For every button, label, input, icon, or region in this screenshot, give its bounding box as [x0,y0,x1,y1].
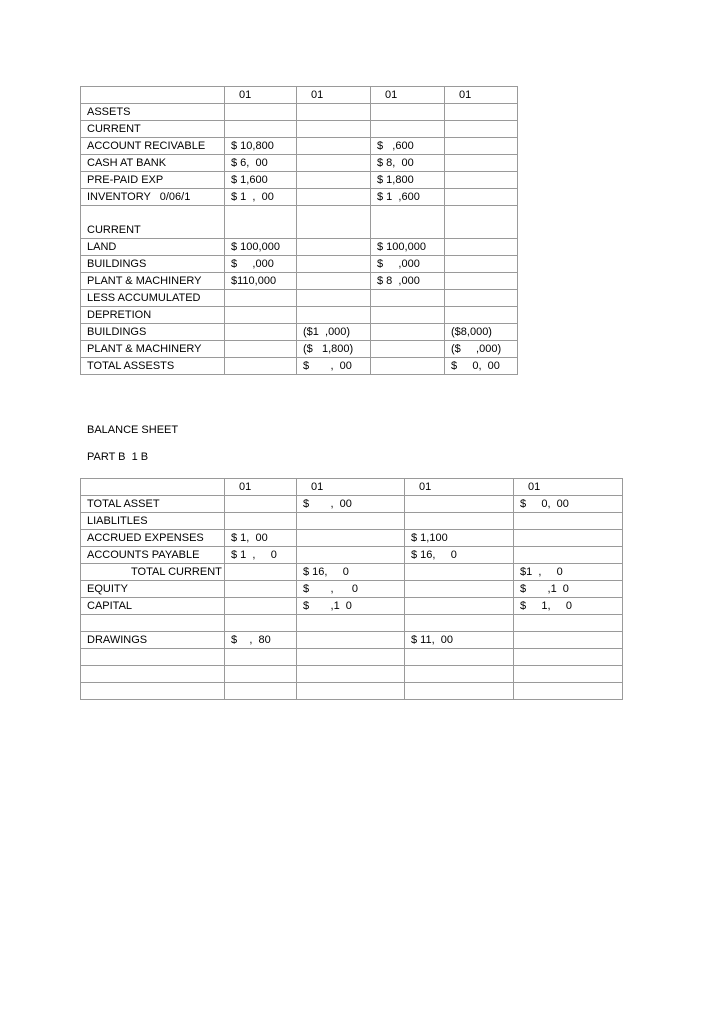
row-label: PRE-PAID EXP [81,172,225,189]
table-cell [445,290,518,307]
table-cell [297,649,405,666]
table-row [81,513,623,530]
table-cell [445,273,518,290]
table-cell: $ 0, 00 [445,358,518,375]
table-cell: $ 1,100 [405,530,514,547]
table-cell: $ 1, 00 [225,530,297,547]
table-row [81,496,623,513]
table-cell: $1 , 0 [514,564,623,581]
table-cell [225,666,297,683]
table-cell: ($8,000) [445,324,518,341]
row-label: EQUITY [81,581,225,598]
table-row [81,564,623,581]
row-label: TOTAL ASSET [81,496,225,513]
row-label: CAPITAL [81,598,225,615]
row-label: BUILDINGS [81,256,225,273]
table-cell [445,172,518,189]
table-cell [225,206,297,239]
table-cell [371,290,445,307]
row-label: PLANT & MACHINERY [81,341,225,358]
table-header-cell: 01 [405,479,514,496]
row-label: DRAWINGS [81,632,225,649]
row-label: ASSETS [81,104,225,121]
table-header-cell: 01 [371,87,445,104]
table-cell [297,138,371,155]
table-row [81,581,623,598]
table-cell [445,256,518,273]
table-cell: $ 1 , 00 [225,189,297,206]
table-cell [405,581,514,598]
table-cell [405,615,514,632]
table-cell [514,547,623,564]
table-cell [445,239,518,256]
table-cell [225,513,297,530]
table-cell [225,104,297,121]
table-cell: $ ,1 0 [297,598,405,615]
table-cell [445,138,518,155]
table-row [81,206,518,239]
balance-table-a [80,86,518,375]
table-cell [371,206,445,239]
table-cell: $ ,000 [371,256,445,273]
table-cell: $ 1,800 [371,172,445,189]
row-label [81,615,225,632]
table-cell: $ 1, 0 [514,598,623,615]
table-row [81,239,518,256]
table-row [81,632,623,649]
table-row [81,358,518,375]
table-header-cell: 01 [297,87,371,104]
row-label: ACCOUNT RECIVABLE [81,138,225,155]
table-cell: ($1 ,000) [297,324,371,341]
table-cell [297,513,405,530]
table-row [81,649,623,666]
table-cell: $ 100,000 [225,239,297,256]
table-header-cell: 01 [297,479,405,496]
table-row [81,104,518,121]
row-label [81,649,225,666]
table-cell [371,104,445,121]
table-cell [445,121,518,138]
table-cell: $ 10,800 [225,138,297,155]
table-cell [445,155,518,172]
table-cell: $ 16, 0 [405,547,514,564]
table-cell [225,649,297,666]
row-label: TOTAL CURRENT [81,564,225,581]
table-cell [297,615,405,632]
table-cell [297,256,371,273]
row-label: TOTAL ASSESTS [81,358,225,375]
table-cell: $ ,000 [225,256,297,273]
table-cell: ($ ,000) [445,341,518,358]
table-cell: $ , 00 [297,358,371,375]
table-header-cell [81,87,225,104]
table-cell [371,307,445,324]
table-cell [297,290,371,307]
balance-table-b [80,478,623,700]
table-cell [297,666,405,683]
table-cell [371,324,445,341]
row-label: LIABLITLES [81,513,225,530]
table-cell: $ 1 , 0 [225,547,297,564]
table-cell [225,290,297,307]
table-cell: $ ,1 0 [514,581,623,598]
table-cell [297,206,371,239]
table-cell [225,341,297,358]
row-label: CURRENT [81,121,225,138]
table-cell [225,324,297,341]
table-header-row [81,87,518,104]
table-row [81,530,623,547]
table-cell: $ , 80 [225,632,297,649]
table-cell [225,683,297,700]
table-cell [297,273,371,290]
table-row [81,341,518,358]
table-cell [514,615,623,632]
row-label: DEPRETION [81,307,225,324]
table-row [81,172,518,189]
table-cell [297,155,371,172]
table-cell [405,649,514,666]
table-cell [445,104,518,121]
table-header-cell [81,479,225,496]
table-cell [297,307,371,324]
table-cell [297,632,405,649]
table-row [81,324,518,341]
table-cell [225,598,297,615]
table-cell [445,307,518,324]
table-header-cell: 01 [225,479,297,496]
table-header-row [81,479,623,496]
table-row [81,189,518,206]
table-cell [514,666,623,683]
row-label: INVENTORY 0/06/1 [81,189,225,206]
table-cell [514,513,623,530]
table-cell: $ 8, 00 [371,155,445,172]
table-cell [225,496,297,513]
table-cell [405,666,514,683]
table-cell [371,341,445,358]
table-cell [297,239,371,256]
table-cell [405,564,514,581]
row-label: BUILDINGS [81,324,225,341]
row-label [81,666,225,683]
table-row [81,615,623,632]
table-cell [405,598,514,615]
table-cell: $ 6, 00 [225,155,297,172]
table-cell [225,307,297,324]
table-cell [514,683,623,700]
table-cell [405,513,514,530]
table-row [81,598,623,615]
table-cell: $ 11, 00 [405,632,514,649]
table-cell [405,683,514,700]
row-label: CURRENT [81,206,225,239]
table-cell [225,615,297,632]
table-cell: $110,000 [225,273,297,290]
row-label: PLANT & MACHINERY [81,273,225,290]
table-cell: ($ 1,800) [297,341,371,358]
table-cell [225,121,297,138]
table-cell [371,358,445,375]
table-cell [297,121,371,138]
table-cell [405,496,514,513]
row-label: LAND [81,239,225,256]
table-cell [514,530,623,547]
table-header-cell: 01 [445,87,518,104]
table-cell [225,358,297,375]
table-row [81,121,518,138]
table-row [81,666,623,683]
table-row [81,155,518,172]
table-cell: $ , 0 [297,581,405,598]
table-row [81,290,518,307]
table-cell [297,104,371,121]
section-subtitle: PART B 1 B [87,451,149,463]
section-title: BALANCE SHEET [87,424,179,436]
table-cell: $ 8 ,000 [371,273,445,290]
row-label [81,683,225,700]
table-cell [297,530,405,547]
table-cell [514,649,623,666]
row-label: CASH AT BANK [81,155,225,172]
table-row [81,138,518,155]
table-row [81,683,623,700]
table-cell [297,547,405,564]
table-row [81,307,518,324]
table-cell [445,189,518,206]
table-header-cell: 01 [514,479,623,496]
table-cell [514,632,623,649]
table-cell [297,189,371,206]
table-row [81,273,518,290]
row-label: ACCOUNTS PAYABLE [81,547,225,564]
row-label: ACCRUED EXPENSES [81,530,225,547]
table-cell: $ 1,600 [225,172,297,189]
table-cell: $ 0, 00 [514,496,623,513]
table-cell: $ 100,000 [371,239,445,256]
table-cell: $ , 00 [297,496,405,513]
table-cell [371,121,445,138]
row-label: LESS ACCUMULATED [81,290,225,307]
table-cell: $ 16, 0 [297,564,405,581]
table-cell [225,564,297,581]
table-cell: $ 1 ,600 [371,189,445,206]
table-row [81,256,518,273]
table-cell [225,581,297,598]
table-cell: $ ,600 [371,138,445,155]
table-cell [297,683,405,700]
table-cell [297,172,371,189]
table-header-cell: 01 [225,87,297,104]
table-cell [445,206,518,239]
table-row [81,547,623,564]
